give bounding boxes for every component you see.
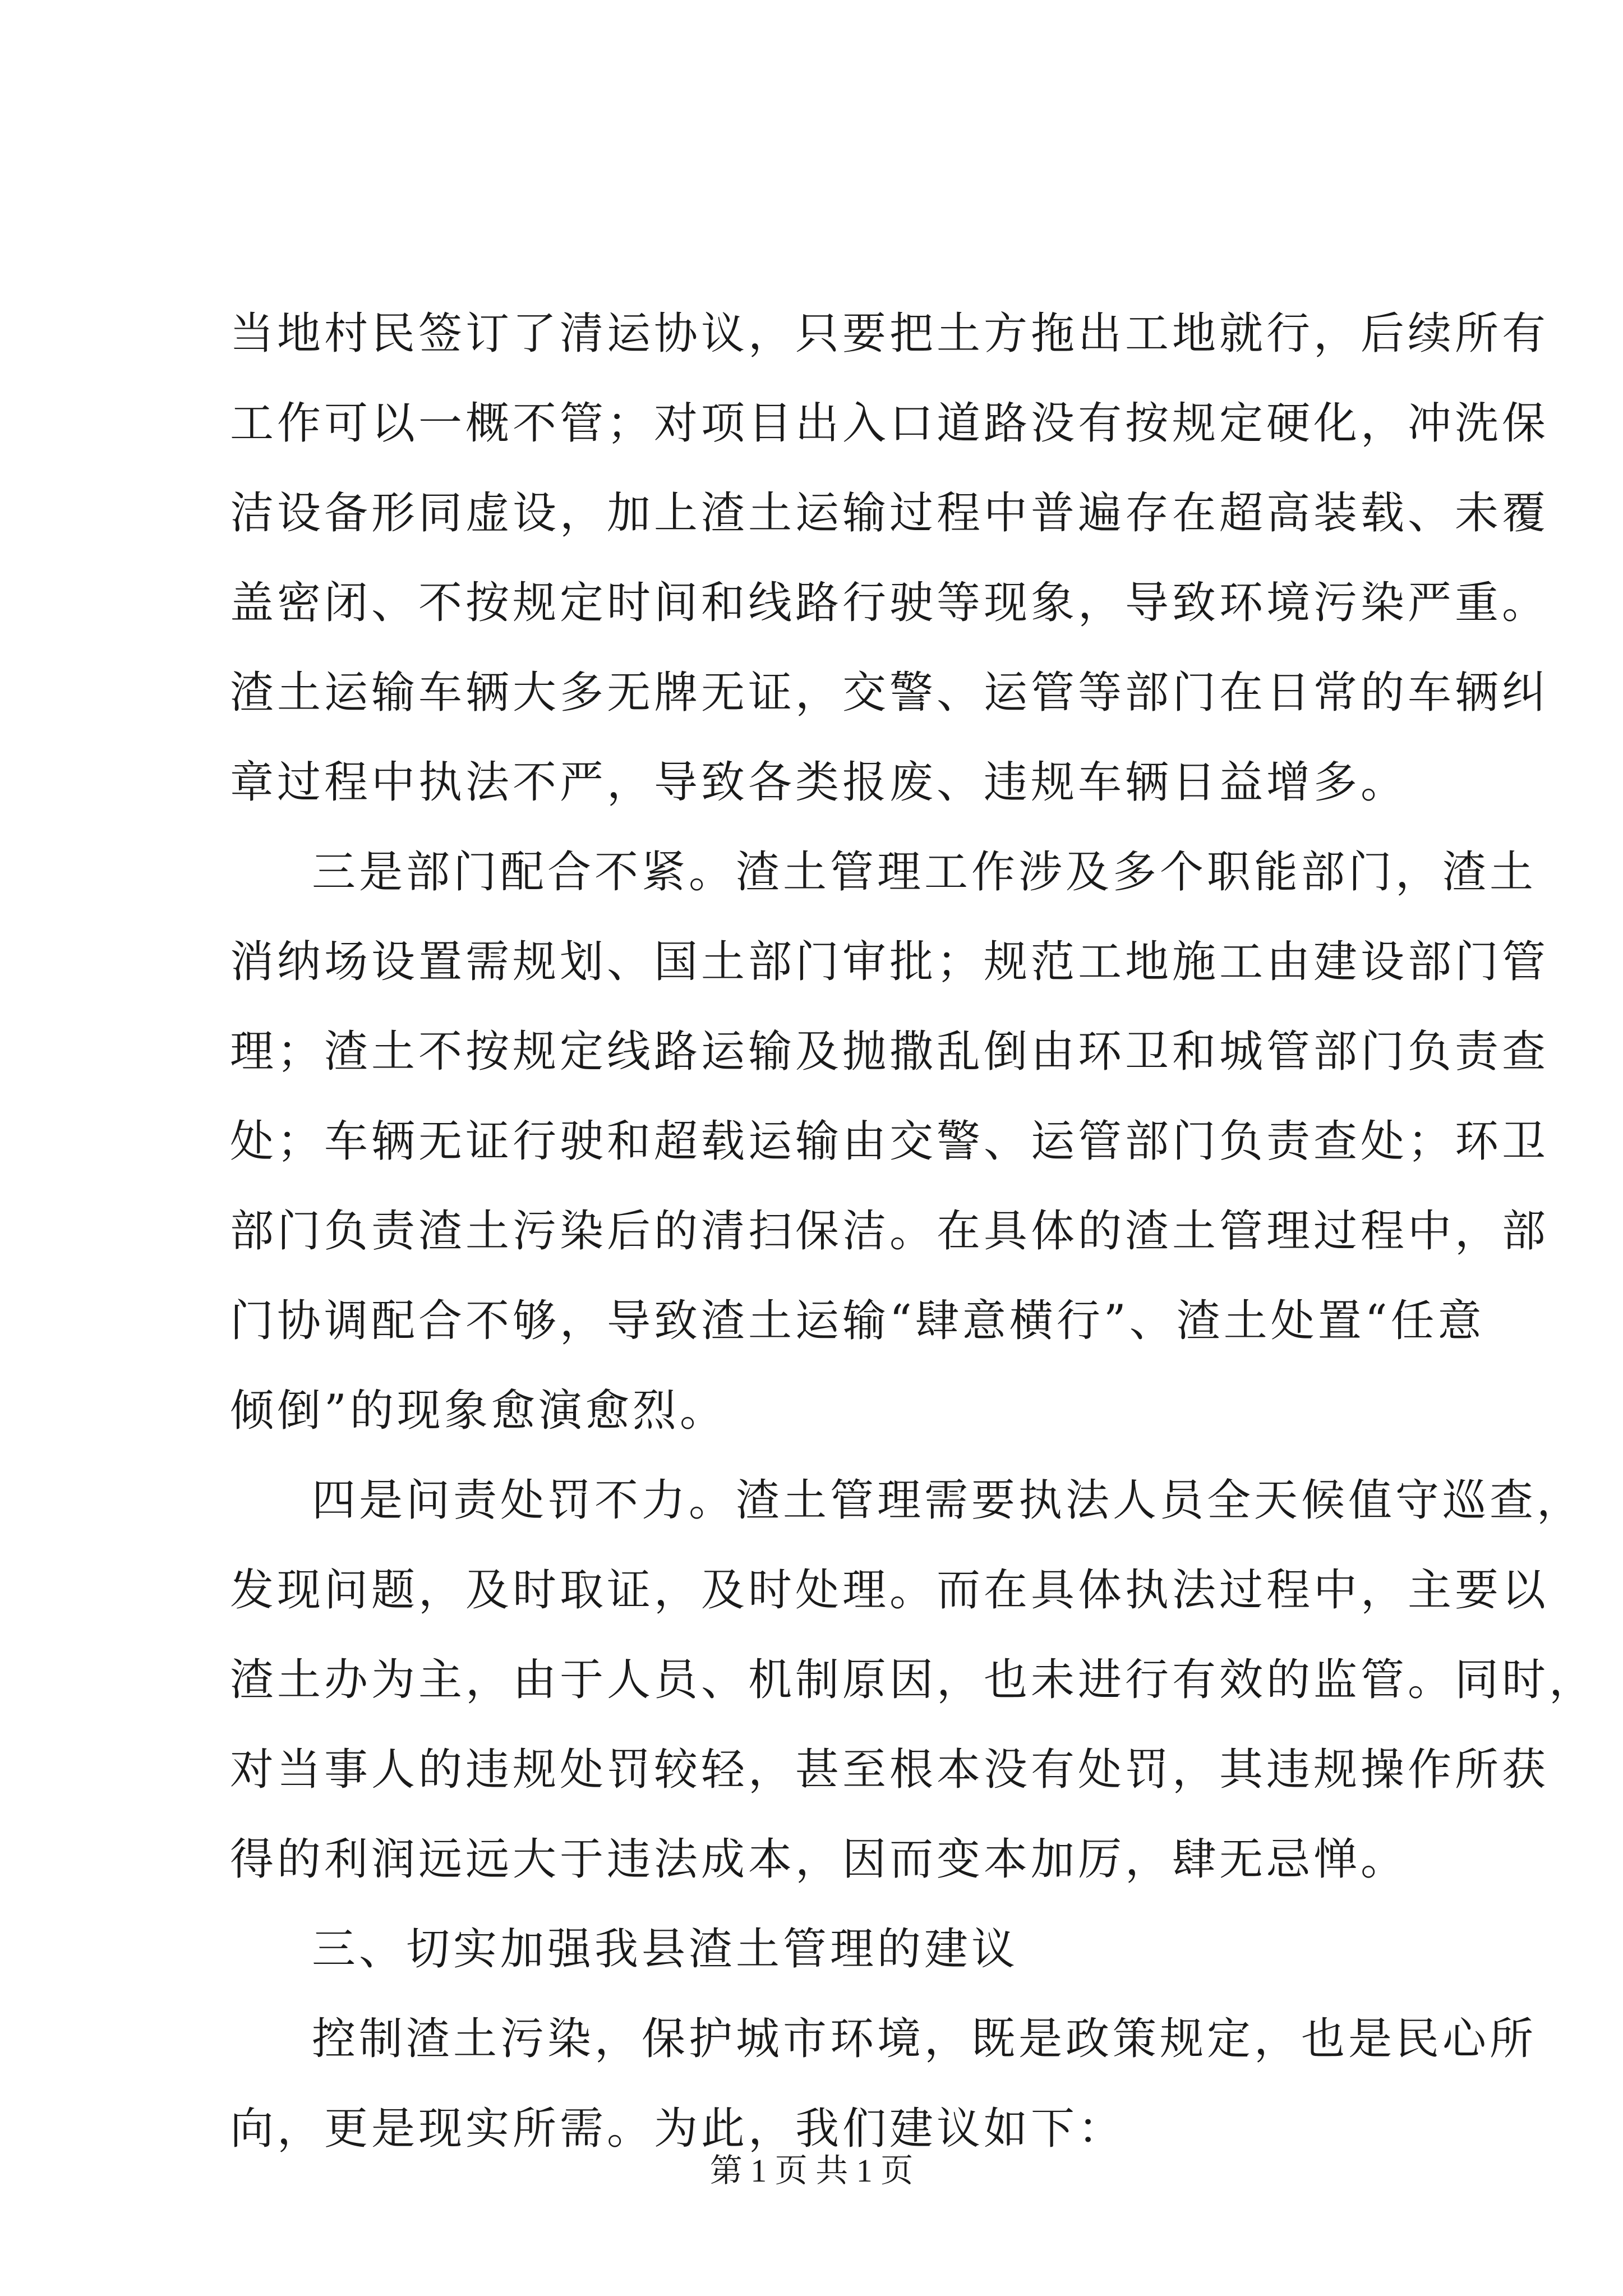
section-heading: 三、切实加强我县渣土管理的建议 [312,1924,1019,1975]
text-line: 发现问题，及时取证，及时处理。而在具体执法过程中，主要以 [230,1565,1550,1616]
paragraph-start-line: 控制渣土污染，保护城市环境，既是政策规定，也是民心所 [312,2014,1537,2064]
text-line: 章过程中执法不严，导致各类报废、违规车辆日益增多。 [230,757,1408,808]
text-line: 处；车辆无证行驶和超载运输由交警、运管部门负责查处；环卫 [230,1116,1550,1167]
text-line: 渣土运输车辆大多无牌无证，交警、运管等部门在日常的车辆纠 [230,668,1550,718]
text-line: 理；渣土不按规定线路运输及抛撒乱倒由环卫和城管部门负责查 [230,1027,1550,1077]
text-line: 消纳场设置需规划、国土部门审批；规范工地施工由建设部门管 [230,937,1550,987]
text-line: 向，更是现实所需。为此，我们建议如下： [230,2104,1126,2154]
page-footer: 第 1 页 共 1 页 [709,2152,914,2189]
paragraph-start-line: 三是部门配合不紧。渣土管理工作涉及多个职能部门，渣土 [312,847,1537,898]
text-line: 洁设备形同虚设，加上渣土运输过程中普遍存在超高装载、未覆 [230,488,1550,539]
text-line: 对当事人的违规处罚较轻，甚至根本没有处罚，其违规操作所获 [230,1745,1550,1795]
text-line: 渣土办为主，由于人员、机制原因，也未进行有效的监管。同时， [230,1655,1597,1705]
text-line: 当地村民签订了清运协议，只要把土方拖出工地就行，后续所有 [230,309,1550,359]
paragraph-start-line: 四是问责处罚不力。渣土管理需要执法人员全天候值守巡查， [312,1475,1584,1526]
text-line: 得的利润远远大于违法成本，因而变本加厉，肆无忌惮。 [230,1834,1408,1885]
text-line: 盖密闭、不按规定时间和线路行驶等现象，导致环境污染严重。 [230,578,1550,628]
text-line: 工作可以一概不管；对项目出入口道路没有按规定硬化，冲洗保 [230,398,1550,449]
text-line: 倾倒”的现象愈演愈烈。 [230,1386,727,1436]
text-line: 门协调配合不够，导致渣土运输“肆意横行”、渣土处置“任意 [230,1296,1485,1346]
text-line: 部门负责渣土污染后的清扫保洁。在具体的渣土管理过程中，部 [230,1206,1550,1257]
